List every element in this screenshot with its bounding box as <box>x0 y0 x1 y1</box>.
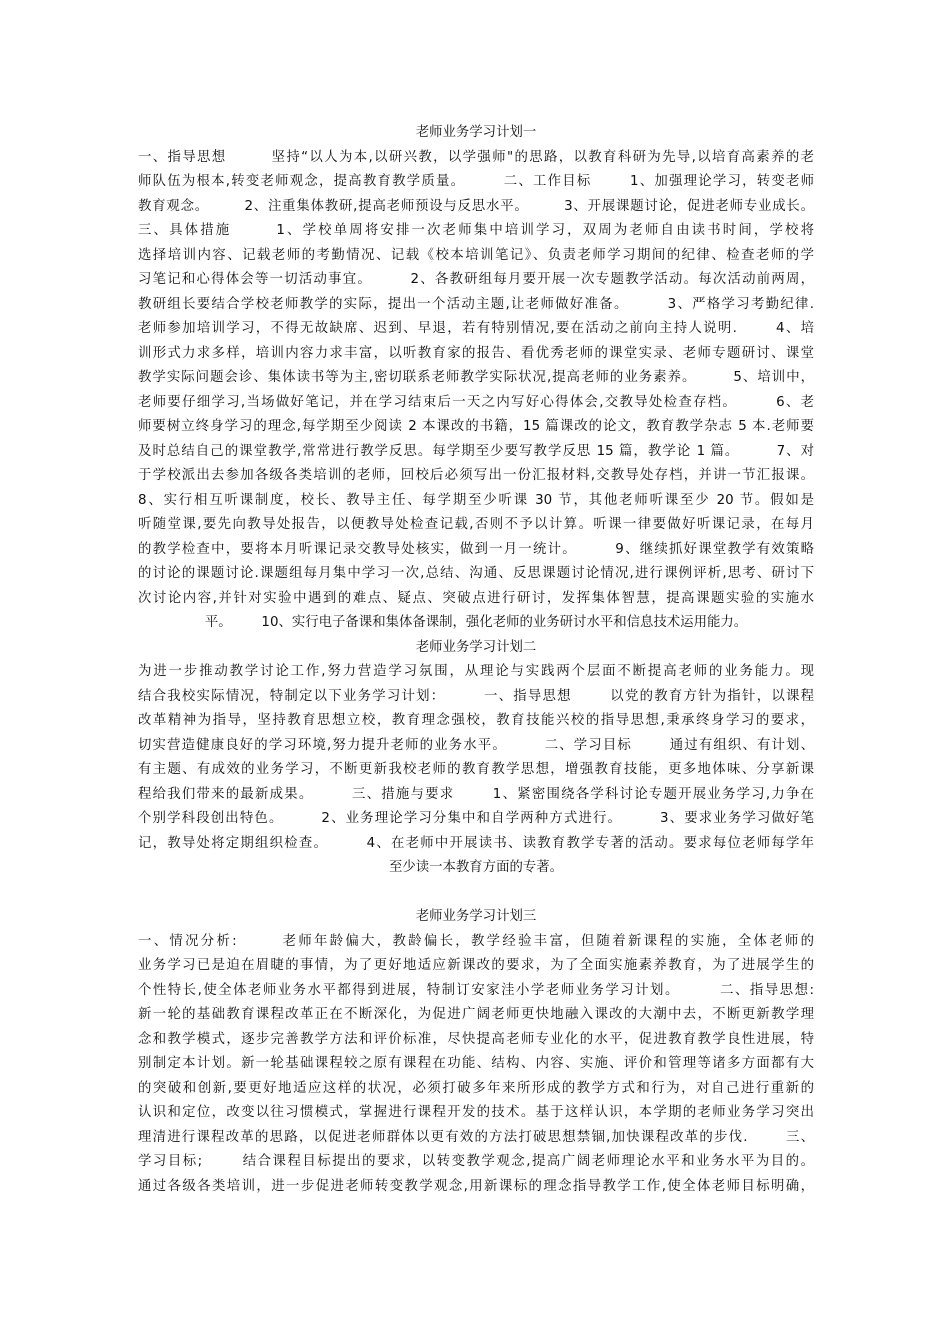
text-line: 三、具体措施 1、学校单周将安排一次老师集中培训学习，双周为老师自由读书时间，学校将 <box>138 223 814 238</box>
text-line: 别制定本计划。新一轮基础课程较之原有课程在功能、结构、内容、实施、评价和管理等诸多方面都有大 <box>138 1056 814 1071</box>
text-line: 老师要仔细学习,当场做好笔记，并在学习结束后一天之内写好心得体会,交教导处检查存档。 6、老 <box>138 394 814 410</box>
text-line: 一、指导思想 坚持“以人为本,以研兴教，以学强师"的思路，以教育科研为先导,以培育高素养的老 <box>138 149 814 165</box>
text-line: 一、情况分析: 老师年龄偏大，教龄偏长，教学经验丰富，但随着新课程的实施，全体老师的 <box>138 933 814 949</box>
text-line: 选择培训内容、记载老师的考勤情况、记载《校本培训笔记》、负责老师学习期间的纪律、检查老师的学 <box>138 247 814 263</box>
text-line: 学习目标; 结合课程目标提出的要求，以转变教学观念,提高广阔老师理论水平和业务水平为目的。 <box>138 1154 814 1169</box>
text-line: 记，教导处将定期组织检查。 4、在老师中开展读书、读教育教学专著的活动。要求每位老师每学年 <box>138 835 814 851</box>
text-line: 平。 10、实行电子备课和集体备课制，强化老师的业务研讨水平和信息技术运用能力。 <box>204 615 748 630</box>
text-line: 习笔记和心得体会等一切活动事宜。 2、各教研组每月要开展一次专题教学活动。每次活动前两周， <box>138 272 814 287</box>
text-line: 8、实行相互听课制度，校长、教导主任、每学期至少听课 30 节，其他老师听课至少 20 节。假如是 <box>138 492 814 508</box>
text-line: 及时总结自己的课堂教学,常常进行教学反思。每学期至少要写教学反思 15 篇，教学论 1 篇。 7、对 <box>138 443 814 459</box>
text-line: 程给我们带来的最新成果。 三、措施与要求 1、紧密围绕各学科讨论专题开展业务学习,力争在 <box>138 786 814 802</box>
text-line: 个别学科段创出特色。 2、业务理论学习分集中和自学两种方式进行。 3、要求业务学习做好笔 <box>138 811 814 826</box>
text-line: 老师业务学习计划一 <box>415 125 537 140</box>
text-line: 次讨论内容,并针对实验中遇到的难点、疑点、突破点进行研讨，发挥集体智慧，提高课题实验的实施水 <box>138 590 814 606</box>
text-line: 教研组长要结合学校老师教学的实际，提出一个活动主题,让老师做好准备。 3、严格学习考勤纪律. <box>138 296 814 312</box>
text-line: 老师业务学习计划二 <box>415 639 537 655</box>
text-line: 教学实际问题会诊、集体读书等为主,密切联系老师教学实际状况,提高老师的业务素养。 5、培训中， <box>138 370 814 385</box>
text-line: 听随堂课,要先向教导处报告，以便教导处检查记载,否则不予以计算。听课一律要做好听课记录，在每月 <box>138 517 814 532</box>
text-line: 于学校派出去参加各级各类培训的老师，回校后必须写出一份汇报材料,交教导处存档，并讲一节汇报课。 <box>138 468 814 483</box>
text-line: 新一轮的基础教育课程改革正在不断深化，为促进广阔老师更快地融入课改的大潮中去，不断更新教学理 <box>138 1007 814 1022</box>
text-line: 切实营造健康良好的学习环境,努力提升老师的业务水平。 二、学习目标 通过有组织、有计划、 <box>138 737 814 753</box>
text-line: 念和教学模式，逐步完善教学方法和评价标准，尽快提高老师专业化的水平，促进教育教学良性进展，特 <box>138 1031 814 1047</box>
text-line: 业务学习已是迫在眉睫的事情，为了更好地适应新课改的要求，为了全面实施素养教育，为了进展学生的 <box>138 958 814 973</box>
text-line: 为进一步推动教学讨论工作,努力营造学习氛围，从理论与实践两个层面不断提高老师的业务能力。现 <box>138 664 814 679</box>
text-line: 通过各级各类培训，进一步促进老师转变教学观念,用新课标的理念指导教学工作,使全体老师目标明确， <box>138 1178 814 1194</box>
text-line: 师要树立终身学习的理念,每学期至少阅读 2 本课改的书籍，15 篇课改的论文，教育教学杂志 5 本.老师要 <box>138 419 814 434</box>
text-line: 老师参加培训学习，不得无故缺席、迟到、早退，若有特别情况,要在活动之前向主持人说明. 4、培 <box>138 321 814 336</box>
text-line: 教育观念。 2、注重集体教研,提高老师预设与反思水平。 3、开展课题讨论，促进老师专业成长。 <box>138 198 814 214</box>
text-line: 的讨论的课题讨论.课题组每月集中学习一次,总结、沟通、反思课题讨论情况,进行课例评析,思考、研讨下 <box>138 566 814 581</box>
text-line: 的突破和创新,要更好地适应这样的状况，必须打破多年来所形成的教学方式和行为，对自己进行重新的 <box>138 1080 814 1096</box>
text-line: 有主题、有成效的业务学习，不断更新我校老师的教育教学思想，增强教育技能，更多地体味、分享新课 <box>138 762 814 777</box>
text-line: 个性特长,使全体老师业务水平都得到进展，特制订安家洼小学老师业务学习计划。 二、指导思想: <box>138 982 814 998</box>
text-line: 理清进行课程改革的思路，以促进老师群体以更有效的方法打破思想禁锢,加快课程改革的步伐. 三、 <box>138 1129 814 1145</box>
document-page <box>138 121 814 1199</box>
text-line: 老师业务学习计划三 <box>415 909 537 924</box>
text-line: 改革精神为指导，坚持教育思想立校，教育理念强校，教育技能兴校的指导思想,秉承终身学习的要求， <box>138 713 814 728</box>
text-line: 至少读一本教育方面的专著。 <box>388 860 564 875</box>
text-line: 师队伍为根本,转变老师观念，提高教育教学质量。 二、工作目标 1、加强理论学习，转变老师 <box>138 174 814 189</box>
blank-line <box>138 881 814 906</box>
text-line: 训形式力求多样，培训内容力求丰富，以听教育家的报告、看优秀老师的课堂实录、老师专题研讨、课堂 <box>138 345 814 361</box>
text-line: 认识和定位，改变以往习惯模式，掌握进行课程开发的技术。基于这样认识，本学期的老师业务学习突出 <box>138 1105 814 1120</box>
text-line: 的教学检查中，要将本月听课记录交教导处核实，做到一月一统计。 9、继续抓好课堂教学有效策略 <box>138 541 814 557</box>
text-line: 结合我校实际情况，特制定以下业务学习计划： 一、指导思想 以党的教育方针为指针，以课程 <box>138 688 814 704</box>
